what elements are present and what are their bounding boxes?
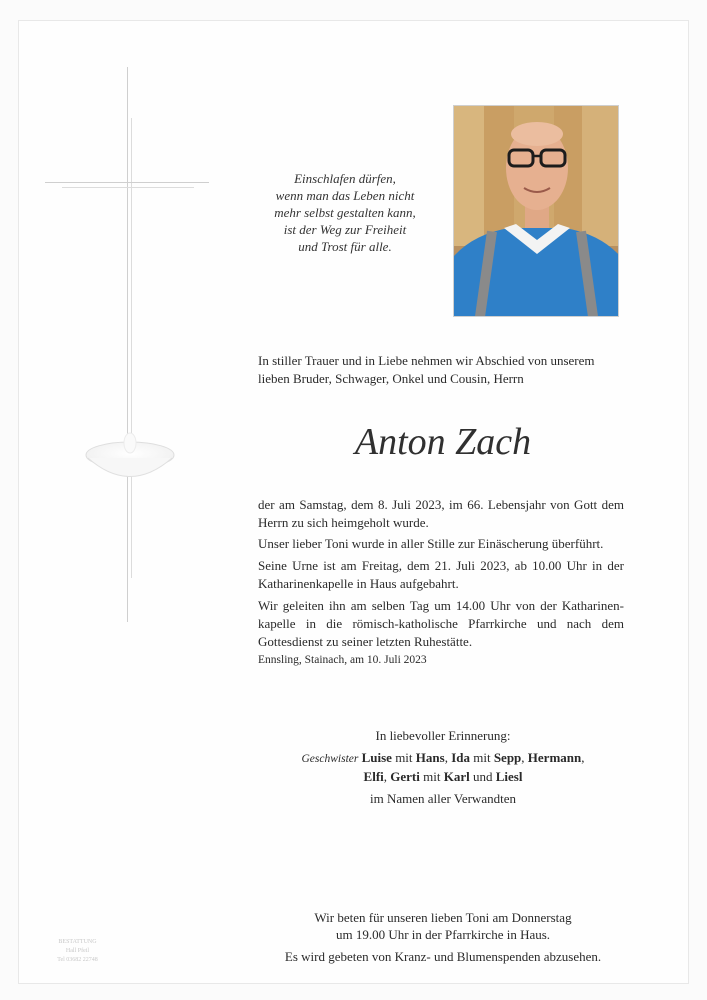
family-prefix: Geschwister: [301, 753, 359, 765]
burial-paragraph: Wir geleiten ihn am selben Tag um 14.00 Uhr von der Katharinenkapelle in die römisch-katholische Pfarrkirche und nach dem Gottesdienst zu seiner letzten Ruhestätte.: [258, 598, 624, 649]
family-member-name: Elfi: [363, 769, 384, 784]
family-member-name: Luise: [361, 750, 392, 765]
family-member-name: Liesl: [495, 769, 523, 784]
funeral-home-stamp: BESTATTUNG Hall Pfeil Tel 03682 22748: [57, 939, 98, 963]
family-member-name: Ida: [451, 750, 470, 765]
relatives-text: im Namen aller Verwandten: [370, 791, 516, 806]
family-connector: mit: [391, 750, 416, 765]
family-connector: ,: [581, 750, 585, 765]
deceased-name: Anton Zach: [354, 421, 532, 463]
family-connector: mit: [419, 769, 444, 784]
family-list: [258, 749, 628, 786]
portrait-photo: [453, 105, 619, 317]
family-member-name: Hans: [415, 750, 445, 765]
family-connector: ,: [444, 750, 452, 765]
candle-bowl-icon: [80, 425, 180, 495]
family-member-name: Hermann: [527, 750, 582, 765]
place-date: Ennsling, Stainach, am 10. Juli 2023: [258, 654, 427, 666]
family-connector: ,: [383, 769, 391, 784]
memorial-quote: Einschlafen dürfen, wenn man das Leben nicht mehr selbst gestalten kann, ist der Weg zur Freiheit und Trost für alle.: [274, 171, 416, 254]
family-connector: und: [469, 769, 496, 784]
urn-paragraph: Seine Urne ist am Freitag, dem 21. Juli 2023, ab 10.00 Uhr in der Katharinenkapelle in Haus aufgebahrt.: [258, 558, 624, 591]
family-member-name: Sepp: [493, 750, 522, 765]
memory-label: In liebevoller Erinnerung:: [375, 728, 511, 743]
flower-notice: Es wird gebeten von Kranz- und Blumenspenden abzusehen.: [284, 949, 602, 964]
family-connector: mit: [469, 750, 494, 765]
family-line-1: [258, 749, 628, 768]
death-paragraph: der am Samstag, dem 8. Juli 2023, im 66. Lebensjahr von Gott dem Herrn zu sich heimgeholt wurde.: [258, 497, 624, 530]
cremation-paragraph: Unser lieber Toni wurde in aller Stille zur Einäscherung überführt.: [258, 536, 604, 551]
family-member-name: Gerti: [390, 769, 420, 784]
intro-text: In stiller Trauer und in Liebe nehmen wir Abschied von unserem lieben Bruder, Schwager, Onkel und Cousin, Herrn: [258, 353, 595, 386]
family-member-name: Karl: [443, 769, 470, 784]
family-connector: ,: [521, 750, 528, 765]
prayer-notice: Wir beten für unseren lieben Toni am Donnerstag um 19.00 Uhr in der Pfarrkirche in Haus.: [314, 910, 572, 942]
family-line-2: [258, 768, 628, 786]
